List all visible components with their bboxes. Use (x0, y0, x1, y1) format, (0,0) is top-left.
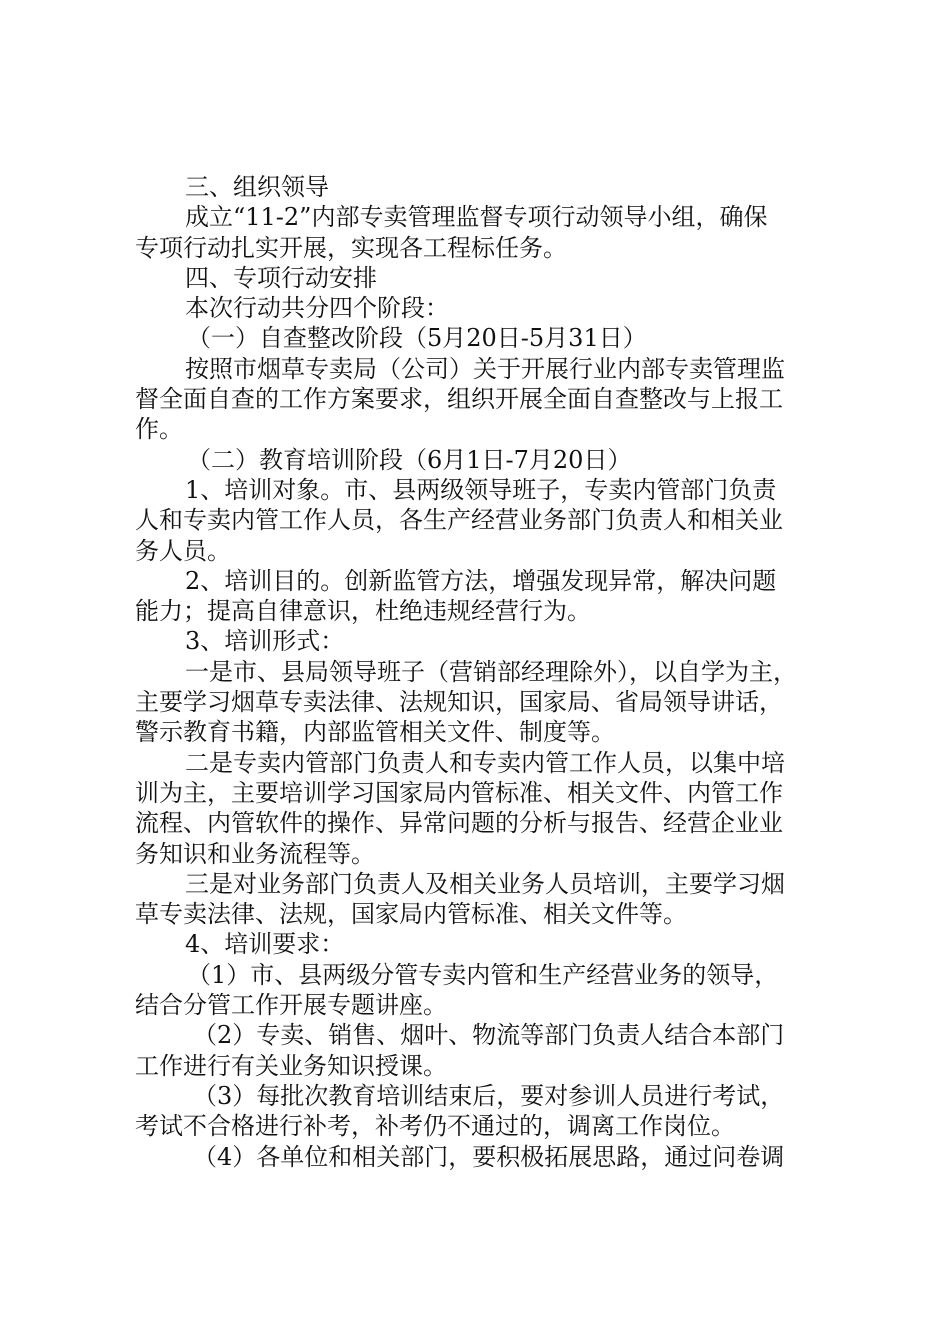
subsection-heading: （二）教育培训阶段（6月1日-7月20日） (187, 445, 632, 474)
paragraph-line: 4、培训要求： (185, 930, 345, 959)
paragraph-line: 1、培训对象。市、县两级领导班子，专卖内管部门负责 (185, 475, 777, 504)
paragraph-line: 成立“11-2”内部专卖管理监督专项行动领导小组，确保 (185, 203, 768, 232)
paragraph-line: 3、培训形式： (185, 627, 345, 656)
paragraph-line: 一是市、县局领导班子（营销部经理除外），以自学为主， (185, 657, 797, 686)
paragraph-line: 结合分管工作开展专题讲座。 (135, 991, 447, 1020)
paragraph-line: 务人员。 (135, 536, 231, 565)
paragraph-line: （2）专卖、销售、烟叶、物流等部门负责人结合本部门 (193, 1021, 785, 1050)
paragraph-line: 流程、内管软件的操作、异常问题的分析与报告、经营企业业 (135, 809, 783, 838)
paragraph-line: 人和专卖内管工作人员，各生产经营业务部门负责人和相关业 (135, 506, 783, 535)
paragraph-line: （3）每批次教育培训结束后，要对参训人员进行考试， (193, 1081, 785, 1110)
paragraph-line: 能力；提高自律意识，杜绝违规经营行为。 (135, 597, 591, 626)
document-body (135, 172, 835, 1172)
paragraph-line: （1）市、县两级分管专卖内管和生产经营业务的领导， (187, 960, 779, 989)
paragraph-line: 三是对业务部门负责人及相关业务人员培训，主要学习烟 (185, 869, 785, 898)
paragraph-line: 本次行动共分四个阶段： (185, 294, 449, 323)
paragraph-line: 务知识和业务流程等。 (135, 839, 375, 868)
subsection-heading: （一）自查整改阶段（5月20日-5月31日） (187, 324, 647, 353)
paragraph-line: 工作进行有关业务知识授课。 (135, 1051, 447, 1080)
paragraph-line: 草专卖法律、法规，国家局内管标准、相关文件等。 (135, 900, 687, 929)
paragraph-line: 2、培训目的。创新监管方法，增强发现异常，解决问题 (185, 566, 777, 595)
section-heading: 三、组织领导 (185, 173, 329, 201)
paragraph-line: 作。 (135, 415, 183, 444)
paragraph-line: 专项行动扎实开展，实现各工程标任务。 (135, 233, 567, 262)
paragraph-line: （4）各单位和相关部门，要积极拓展思路，通过问卷调 (193, 1142, 785, 1171)
paragraph-line: 督全面自查的工作方案要求，组织开展全面自查整改与上报工 (135, 385, 783, 414)
paragraph-line: 按照市烟草专卖局（公司）关于开展行业内部专卖管理监 (185, 354, 785, 383)
paragraph-line: 主要学习烟草专卖法律、法规知识，国家局、省局领导讲话， (135, 688, 783, 717)
section-heading: 四、专项行动安排 (185, 263, 377, 292)
paragraph-line: 二是专卖内管部门负责人和专卖内管工作人员，以集中培 (185, 748, 785, 777)
paragraph-line: 考试不合格进行补考，补考仍不通过的，调离工作岗位。 (135, 1112, 735, 1141)
paragraph-line: 训为主，主要培训学习国家局内管标准、相关文件、内管工作 (135, 778, 783, 807)
paragraph-line: 警示教育书籍，内部监管相关文件、制度等。 (135, 718, 615, 747)
